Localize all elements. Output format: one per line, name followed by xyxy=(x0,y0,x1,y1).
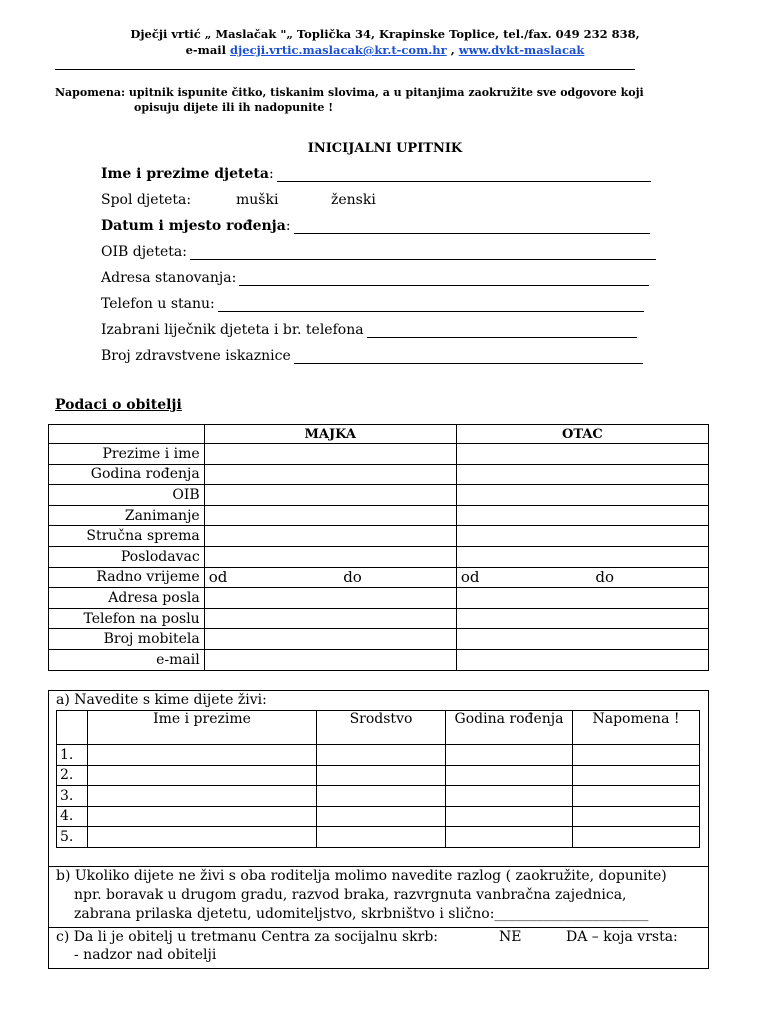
mother-cell[interactable] xyxy=(204,629,456,650)
table-row xyxy=(49,567,709,588)
table-row xyxy=(49,608,709,629)
header-divider xyxy=(55,69,635,70)
website-link[interactable]: www.dvkt-maslacak xyxy=(458,43,585,57)
household-header-row xyxy=(57,711,700,745)
row-label: e-mail xyxy=(49,649,205,670)
insurance-field[interactable] xyxy=(101,348,643,364)
father-cell[interactable] xyxy=(456,485,708,506)
name-cell[interactable] xyxy=(88,827,317,848)
relation-cell[interactable] xyxy=(317,745,446,766)
father-cell[interactable] xyxy=(456,649,708,670)
row-label: Telefon na poslu xyxy=(49,608,205,629)
email-link[interactable]: djecji.vrtic.maslacak@kr.t-com.hr xyxy=(230,43,447,57)
father-cell[interactable] xyxy=(456,505,708,526)
question-b-line-3[interactable]: zabrana prilaska djetetu, udomiteljstvo, skrbništvo i slično:______________________ xyxy=(74,906,649,922)
gender-male-option[interactable]: muški xyxy=(236,192,279,208)
father-cell[interactable] xyxy=(456,546,708,567)
table-row xyxy=(49,629,709,650)
table-row xyxy=(57,745,700,766)
father-column-header: OTAC xyxy=(456,425,708,444)
separator: , xyxy=(446,43,459,57)
child-name-label: Ime i prezime djeteta xyxy=(101,166,269,182)
family-header-row xyxy=(49,425,709,444)
relation-cell[interactable] xyxy=(317,786,446,807)
birth-field[interactable]: Datum i mjesto rođenja : xyxy=(101,218,650,234)
table-row xyxy=(49,505,709,526)
doctor-line[interactable] xyxy=(367,325,637,338)
contact-line xyxy=(0,43,770,57)
address-line[interactable] xyxy=(239,273,649,286)
birth-label: Datum i mjesto rođenja xyxy=(101,218,286,234)
question-b-line-1: b) Ukoliko dijete ne živi s oba roditelja molimo navedite razlog ( zaokružite, dopunite) xyxy=(56,868,667,884)
table-row xyxy=(57,827,700,848)
gender-label: Spol djeteta: xyxy=(101,192,192,208)
note-line-1: Napomena: upitnik ispunite čitko, tiskanim slovima, a u pitanjima zaokružite sve odgovore koji xyxy=(55,86,644,99)
table-row xyxy=(49,464,709,485)
answer-no-option[interactable]: NE xyxy=(499,929,522,945)
row-label: Godina rođenja xyxy=(49,464,205,485)
phone-label: Telefon u stanu: xyxy=(101,296,215,312)
table-row xyxy=(49,444,709,465)
father-cell[interactable] xyxy=(456,588,708,609)
mother-cell[interactable] xyxy=(204,444,456,465)
address-label: Adresa stanovanja: xyxy=(101,270,237,286)
email-prefix: e-mail xyxy=(185,43,231,57)
doctor-label: Izabrani liječnik djeteta i br. telefona xyxy=(101,322,364,338)
family-table xyxy=(48,424,709,671)
father-cell[interactable] xyxy=(456,526,708,547)
mother-column-header: MAJKA xyxy=(204,425,456,444)
mother-cell[interactable] xyxy=(204,608,456,629)
row-label: Adresa posla xyxy=(49,588,205,609)
note-column-header: Napomena ! xyxy=(573,711,700,745)
row-number: 1. xyxy=(57,745,88,766)
name-cell[interactable] xyxy=(88,765,317,786)
answer-yes-option[interactable]: DA – koja vrsta: xyxy=(566,929,678,945)
row-label: Prezime i ime xyxy=(49,444,205,465)
insurance-label: Broj zdravstvene iskaznice xyxy=(101,348,291,364)
note-cell[interactable] xyxy=(573,745,700,766)
table-row xyxy=(49,546,709,567)
mother-cell[interactable] xyxy=(204,485,456,506)
oib-field[interactable] xyxy=(101,244,656,260)
note-cell[interactable] xyxy=(573,786,700,807)
year-cell[interactable] xyxy=(446,745,573,766)
mother-cell[interactable] xyxy=(204,649,456,670)
family-section-title: Podaci o obitelji xyxy=(55,397,182,413)
form-title: INICIJALNI UPITNIK xyxy=(307,141,463,156)
row-label: Poslodavac xyxy=(49,546,205,567)
table-row xyxy=(49,526,709,547)
row-number: 2. xyxy=(57,765,88,786)
divider-c xyxy=(48,927,708,928)
mother-cell[interactable] xyxy=(204,526,456,547)
mother-cell[interactable] xyxy=(204,546,456,567)
gender-female-option[interactable]: ženski xyxy=(331,192,376,208)
mother-cell[interactable] xyxy=(204,588,456,609)
divider-b xyxy=(48,866,708,867)
table-row xyxy=(57,806,700,827)
year-column-header: Godina rođenja xyxy=(446,711,573,745)
oib-line[interactable] xyxy=(190,247,656,260)
relation-column-header: Srodstvo xyxy=(317,711,446,745)
child-name-field[interactable]: Ime i prezime djeteta : xyxy=(101,166,651,182)
relation-cell[interactable] xyxy=(317,806,446,827)
row-label: Radno vrijeme xyxy=(49,567,205,588)
to-label: do xyxy=(343,568,362,587)
father-cell[interactable] xyxy=(456,444,708,465)
table-row xyxy=(49,485,709,506)
father-cell[interactable] xyxy=(456,608,708,629)
row-label: Broj mobitela xyxy=(49,629,205,650)
year-cell[interactable] xyxy=(446,786,573,807)
mother-cell[interactable] xyxy=(204,464,456,485)
row-label: Stručna sprema xyxy=(49,526,205,547)
note-cell[interactable] xyxy=(573,765,700,786)
year-cell[interactable] xyxy=(446,827,573,848)
to-label: do xyxy=(595,568,614,587)
name-cell[interactable] xyxy=(88,745,317,766)
note-line-2: opisuju dijete ili ih nadopunite ! xyxy=(134,101,334,114)
father-cell[interactable] xyxy=(456,567,708,588)
mother-cell[interactable] xyxy=(204,505,456,526)
mother-cell[interactable] xyxy=(204,567,456,588)
address-field[interactable] xyxy=(101,270,649,286)
note-cell[interactable] xyxy=(573,806,700,827)
year-cell[interactable] xyxy=(446,806,573,827)
name-cell[interactable] xyxy=(88,786,317,807)
year-cell[interactable] xyxy=(446,765,573,786)
doctor-field[interactable] xyxy=(101,322,637,338)
family-header-empty xyxy=(49,425,205,444)
row-label: OIB xyxy=(49,485,205,506)
relation-cell[interactable] xyxy=(317,827,446,848)
from-label: od xyxy=(208,568,228,587)
birth-line[interactable] xyxy=(294,221,650,234)
kindergarten-header: Dječji vrtić „ Maslačak "„ Toplička 34, Krapinske Toplice, tel./fax. 049 232 838, xyxy=(130,27,640,41)
oib-label: OIB djeteta: xyxy=(101,244,187,260)
phone-line[interactable] xyxy=(218,299,644,312)
name-column-header: Ime i prezime xyxy=(88,711,317,745)
child-name-line[interactable] xyxy=(277,169,651,182)
insurance-line[interactable] xyxy=(294,351,643,364)
table-row xyxy=(57,786,700,807)
question-c-line-2: - nadzor nad obitelji xyxy=(74,947,217,963)
question-a: a) Navedite s kime dijete živi: xyxy=(56,692,267,708)
name-cell[interactable] xyxy=(88,806,317,827)
row-number: 5. xyxy=(57,827,88,848)
father-cell[interactable] xyxy=(456,629,708,650)
index-header xyxy=(57,711,88,745)
note-cell[interactable] xyxy=(573,827,700,848)
row-number: 4. xyxy=(57,806,88,827)
father-cell[interactable] xyxy=(456,464,708,485)
household-table xyxy=(56,710,700,848)
row-label: Zanimanje xyxy=(49,505,205,526)
question-c: c) Da li je obitelj u tretmanu Centra za socijalnu skrb: xyxy=(56,929,439,945)
relation-cell[interactable] xyxy=(317,765,446,786)
table-row xyxy=(49,649,709,670)
question-b-line-2: npr. boravak u drugom gradu, razvod braka, razvrgnuta vanbračna zajednica, xyxy=(74,887,627,903)
row-number: 3. xyxy=(57,786,88,807)
table-row xyxy=(57,765,700,786)
phone-field[interactable] xyxy=(101,296,644,312)
table-row xyxy=(49,588,709,609)
from-label: od xyxy=(460,568,480,587)
gender-field xyxy=(101,192,191,208)
